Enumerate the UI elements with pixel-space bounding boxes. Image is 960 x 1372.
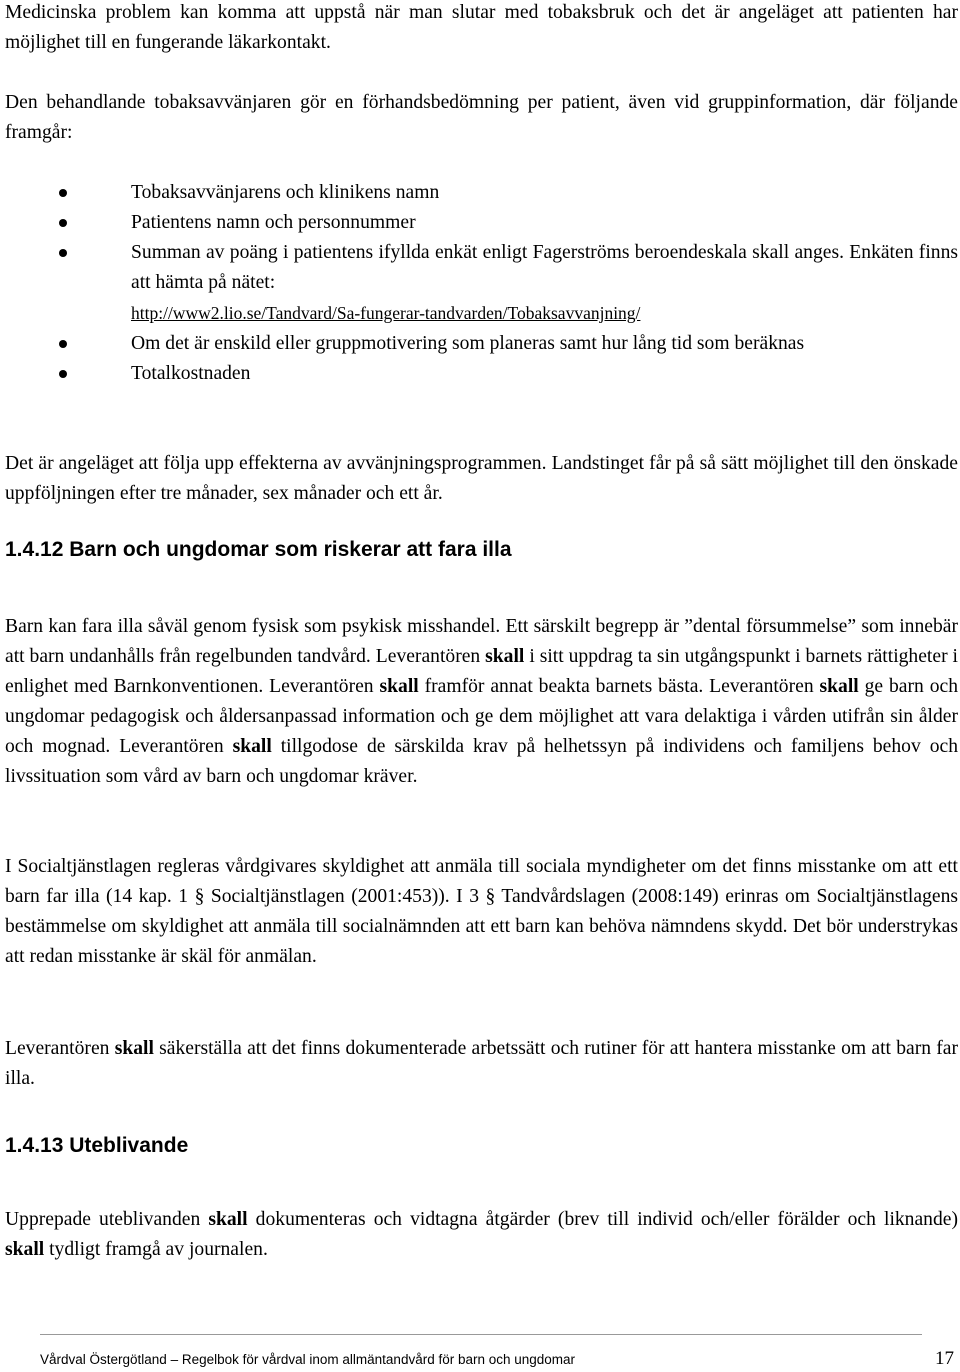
paragraph-absence: Upprepade uteblivanden skall dokumenteras och vidtagna åtgärder (brev till individ och/eller förälder och liknande) skall tydligt framgå av journalen. bbox=[5, 1209, 958, 1260]
paragraph-follow-up: Det är angeläget att följa upp effekterna av avvänjningsprogrammen. Landstinget får på så sätt möjlighet till den önskade uppföljningen efter tre månader, sex månader och ett år. bbox=[5, 453, 958, 504]
paragraph-children-at-risk: Barn kan fara illa såväl genom fysisk som psykisk misshandel. Ett särskilt begrepp är ”dental försummelse” som innebär att barn undanhålls från regelbunden tandvård. Leverantören skall i sitt uppdrag ta sin utgångspunkt i barnets rättigheter i enlighet med Barnkonventionen. Leverantören skall framför annat beakta barnets bästa. Leverantören skall ge barn och ungdomar pedagogisk och åldersanpassad information och ge dem möjlighet att vara delaktiga i vården utifrån sin ålder och mognad. Leverantören skall tillgodose de särskilda krav på helhetssyn på individens och familjens behov och livssituation som vård av barn och ungdomar kräver. bbox=[5, 616, 959, 787]
paragraph-social-services-law: I Socialtjänstlagen regleras vårdgivares skyldighet att anmäla till sociala myndigheter om det finns misstanke om att ett barn far illa (14 kap. 1 § Socialtjänstlagen (2001:453)). I 3 § Tandvårdslagen (2008:149) erinras om Socialtjänstlagens bestämmelse om skyldighet att anmäla till socialnämnden att ett barn kan behöva nämndens skydd. Det bör understrykas att redan misstanke är skäl för anmälan. bbox=[5, 856, 958, 967]
bullet-icon bbox=[59, 219, 67, 227]
paragraph-pre-assessment: Den behandlande tobaksavvänjaren gör en förhandsbedömning per patient, även vid gruppinformation, där följande framgår: bbox=[5, 92, 958, 143]
pre-assessment-list bbox=[5, 178, 958, 389]
bullet-icon bbox=[59, 340, 67, 348]
paragraph-routines: Leverantören skall säkerställa att det finns dokumenterade arbetssätt och rutiner för att hantera misstanke om att barn far illa. bbox=[5, 1038, 958, 1089]
section-heading-children-at-risk: 1.4.12 Barn och ungdomar som riskerar att fara illa bbox=[5, 538, 512, 561]
list-item: Summan av poäng i patientens ifyllda enkät enligt Fagerströms beroendeskala skall anges. Enkäten finns att hämta på nätet: http://www2.lio.se/Tandvard/Sa-fungerar-tandvarden/Tobaksavvanjning/ bbox=[5, 238, 958, 329]
page-footer: Vårdval Östergötland – Regelbok för vårdval inom allmäntandvård för barn och ungdomar bbox=[40, 1352, 576, 1367]
footer-divider bbox=[40, 1334, 922, 1335]
bullet-icon bbox=[59, 249, 67, 257]
section-heading-absence: 1.4.13 Uteblivande bbox=[5, 1134, 189, 1157]
list-item: Totalkostnaden bbox=[5, 359, 958, 389]
list-item: Tobaksavvänjarens och klinikens namn bbox=[5, 178, 958, 208]
paragraph-medical-problems: Medicinska problem kan komma att uppstå när man slutar med tobaksbruk och det är angeläget att patienten har möjlighet till en fungerande läkarkontakt. bbox=[5, 2, 958, 53]
bullet-icon bbox=[59, 189, 67, 197]
bullet-icon bbox=[59, 370, 67, 378]
list-item: Om det är enskild eller gruppmotivering som planeras samt hur lång tid som beräknas bbox=[5, 329, 958, 359]
survey-link[interactable]: http://www2.lio.se/Tandvard/Sa-fungerar-tandvarden/Tobaksavvanjning/ bbox=[131, 303, 641, 323]
page-number: 17 bbox=[935, 1348, 954, 1369]
list-item: Patientens namn och personnummer bbox=[5, 208, 958, 238]
